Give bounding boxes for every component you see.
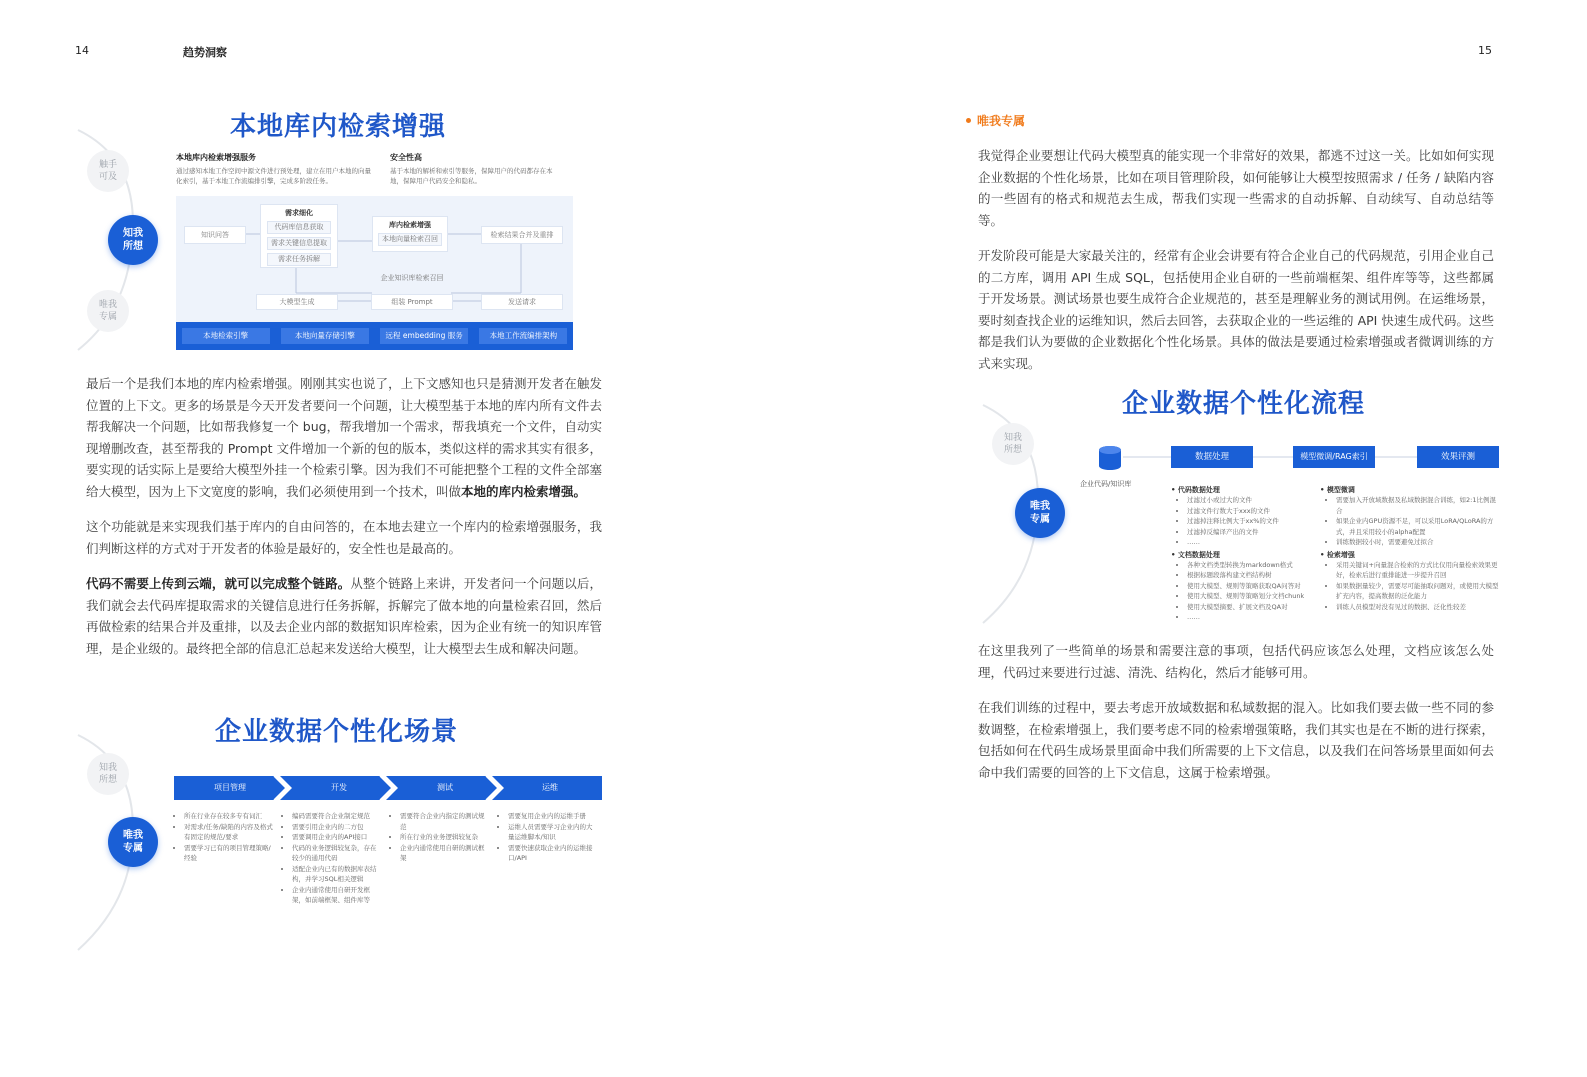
ring-mine-active: 唯我 专属 [108, 817, 158, 867]
engine-item: 本地向量存储引擎 [281, 328, 369, 344]
list-item: • 需要加入开放域数据及私域数据混合训练，如2:1比例混合 [1336, 495, 1500, 516]
engines-strip [176, 322, 573, 350]
paragraph: 我觉得企业要想让代码大模型真的能实现一个非常好的效果，都逃不过这一关。比如如何实现企业数据的个性化场景，比如在项目管理阶段，如何能够让大模型按照需求 / 任务 / 缺陷内容的一些固有的格式和规范去生成，帮我们实现一些需求的自动拆解、自动续写、自动总结等等。 [978, 148, 1494, 228]
list-item: • 如果企业内GPU资源不足，可以采用LoRA/QLoRA的方式，并且采用较小的alpha配置 [1336, 516, 1500, 537]
list-item: • …… [1187, 612, 1311, 623]
stage-item: • 运维人员需要学习企业内的大量运维脚本/知识 [508, 822, 598, 843]
stage-item: • 对需求/任务/缺陷的内容及格式有固定的规范/要求 [184, 822, 274, 843]
ring-mine: 唯我 专属 [87, 290, 129, 332]
stage-labels [174, 776, 602, 800]
list-item: • 采用关键词+向量混合检索的方式比仅用向量检索效果更好，检索后进行重排能进一步提升召回 [1336, 560, 1500, 581]
figure-title: 本地库内检索增强 [230, 112, 447, 142]
step-box: 数据处理 [1171, 446, 1253, 468]
engine-item: 本地工作流编排架构 [479, 328, 567, 344]
paragraph [86, 573, 602, 659]
figure-title: 企业数据个性化场景 [215, 717, 459, 747]
db-label: 企业代码/知识库 [1080, 480, 1132, 488]
stage-items-dev [282, 811, 382, 906]
stage-label: 运维 [542, 783, 558, 792]
list-item: • 过滤文件行数大于xxx的文件 [1187, 506, 1311, 517]
figure-enterprise-flow [975, 375, 1505, 630]
list-heading: • 模型微调 [1320, 486, 1355, 494]
paragraph: 在我们训练的过程中，要去考虑开放域数据和私域数据的混入。比如我们要去做一些不同的参数调整，在检索增强上，我们要考虑不同的检索增强策略，我们其实也是在不断的进行探索，包括如何在代码生成场景里面命中我们所需要的上下文信息，以及我们在问答场景里面如何去命中我们需要的回答的上下文信息，这属于检索增强。 [978, 700, 1494, 780]
section-label-text: 唯我专属 [977, 114, 1026, 128]
step-box: 模型微调/RAG索引 [1293, 446, 1375, 468]
list-item: • 使用大模型、规则等策略获取QA问答对 [1187, 581, 1311, 592]
figure-enterprise-scenarios [70, 705, 610, 955]
list-item: • 训练人员模型对没有见过的数据、泛化性较差 [1336, 602, 1500, 613]
stage-items-pm [174, 811, 274, 864]
stage-item: • 需要引用企业内的二方包 [292, 822, 382, 833]
col2-heading: 安全性高 [390, 153, 422, 162]
engine-item: 远程 embedding 服务 [380, 328, 468, 344]
right-page-number: 15 [1478, 44, 1492, 57]
stage-item: • 需要复用企业内的运维手册 [508, 811, 598, 822]
paragraph: 在这里我列了一些简单的场景和需要注意的事项，包括代码应该怎么处理，文档应该怎么处理，代码过来要进行过滤、清洗、结构化，然后才能够可用。 [978, 643, 1494, 680]
section-label [966, 112, 1025, 129]
req-group-title: 需求细化 [285, 209, 313, 217]
stage-item: • 需要调用企业内的API接口 [292, 832, 382, 843]
merge-node: 检索结果合并及重排 [481, 226, 563, 244]
paragraph: 这个功能就是来实现我们基于库内的自由问答的，在本地去建立一个库内的检索增强服务，我们判断这样的方式对于开发者的体验是最好的，安全性也是最高的。 [86, 519, 602, 556]
stage-items-ops [498, 811, 598, 864]
left-page-number: 14 [75, 44, 89, 57]
stage-item: • 需要快速获取企业内的运维接口/API [508, 843, 598, 864]
tuning-list [1320, 485, 1500, 612]
stage-items-test [390, 811, 490, 864]
bullet-dot-icon [966, 118, 971, 123]
stage-item: • 所在行业的业务逻辑较复杂 [400, 832, 490, 843]
step-box: 效果评测 [1417, 446, 1499, 468]
ring-touch: 触手 可及 [87, 150, 129, 192]
retrieve-group-title: 库内检索增强 [389, 221, 431, 229]
retrieve-group [372, 216, 448, 252]
figure-title: 企业数据个性化流程 [1122, 389, 1366, 419]
send-request-node: 发送请求 [481, 294, 563, 310]
stage-item: • 需要学习已有的项目管理策略/经验 [184, 843, 274, 864]
stage-item: • 企业内通常使用自研的测试框架 [400, 843, 490, 864]
service-description [176, 152, 371, 186]
list-item: • …… [1187, 537, 1311, 548]
req-group [260, 204, 338, 268]
list-item: • 使用大模型、规则等策略划分文档chunk [1187, 591, 1311, 602]
ring-know: 知我 所想 [87, 753, 129, 795]
paragraph-text: 从整个链路上来讲，开发者问一个问题以后，我们就会去代码库提取需求的关键信息进行任务拆解，拆解完了做本地的向量检索召回，然后再做检索的结果合并及重排，以及去企业内部的数据知识库检索，因为企业有统一的知识库管理，是企业级的。最终把全部的信息汇总起来发送给大模型，让大模型去生成和解决问题。 [86, 576, 602, 656]
list-item: • 训练数据较小时，需要避免过拟合 [1336, 537, 1500, 548]
build-prompt-node: 组装 Prompt [371, 294, 453, 310]
paragraph: 开发阶段可能是大家最关注的，经常有企业会讲要有符合企业自己的代码规范，引用企业自己的二方库，调用 API 生成 SQL，包括使用企业自研的一些前端框架、组件库等等，这些都属于开发场景。测试场景也要生成符合企业规范的，甚至是理解业务的测试用例。在运维场景，要时刻查找企业的运维知识，然后去回答，去获取企业的一些运维的 API 快速生成代码。这些都是我们认为要做的企业数据化个性化场景。具体的做法是要通过检索增强或者微调训练的方式来实现。 [978, 248, 1494, 371]
paragraph-text: 最后一个是我们本地的库内检索增强。刚刚其实也说了，上下文感知也只是猜测开发者在触发位置的上下文。更多的场景是今天开发者要问一个问题，让大模型基于本地的库内所有文件去帮我解决一个问题，比如帮我修复一个 bug，帮我增加一个需求，帮我填充一个文件，自动实现增删改查，甚至帮我的 Prompt 文件增加一个新的包的版本，类似这样的需求其实有很多，要实现的话实际上是要给大模型外挂一个检索引擎。因为我们不可能把整个工程的文件全部塞给大模型，因为上下文宽度的影响，我们必须使用到一个技术，叫做 [86, 376, 602, 499]
llm-gen-node: 大模型生成 [256, 294, 338, 310]
col2-text: 基于本地的解析和索引等服务，保障用户的代码都存在本地，保障用户代码安全和隐私。 [390, 167, 553, 185]
stage-item: • 代码的业务逻辑较复杂，存在较少的通用代码 [292, 843, 382, 864]
data-processing-list [1171, 485, 1311, 623]
paragraph [86, 373, 602, 502]
list-item: • 过滤掉反编译产出的文件 [1187, 527, 1311, 538]
right-body-bottom [978, 640, 1494, 783]
section-title: 趋势洞察 [183, 46, 227, 59]
stage-item: • 编码需要符合企业制定规范 [292, 811, 382, 822]
ring-mine-active: 唯我 专属 [1015, 488, 1065, 538]
col1-text: 通过感知本地工作空间中源文件进行预处理，建立在用户本地的向量化索引，基于本地工作流编排引擎，完成多阶段任务。 [176, 167, 371, 185]
retrieve-item: 本地向量检索召回 [378, 233, 442, 246]
left-body-text [86, 373, 602, 659]
list-heading: • 检索增强 [1320, 550, 1355, 559]
paragraph-bold: 代码不需要上传到云端，就可以完成整个链路。 [86, 576, 351, 591]
flow-panel [176, 196, 573, 350]
paragraph-bold: 本地的库内检索增强。 [461, 483, 587, 499]
col1-heading: 本地库内检索增强服务 [176, 153, 256, 162]
list-item: • 各种文档类型转换为markdown格式 [1187, 560, 1311, 571]
stage-item: • 需要符合企业内指定的测试规范 [400, 811, 490, 832]
list-item: • 使用大模型摘要、扩展文档及QA对 [1187, 602, 1311, 613]
figure-local-retrieval [70, 100, 610, 360]
list-item: • 过滤过小或过大的文件 [1187, 495, 1311, 506]
security-description [390, 152, 565, 186]
stage-label: 开发 [331, 783, 347, 792]
list-heading: • 代码数据处理 [1171, 486, 1220, 494]
right-body-top [978, 145, 1494, 374]
list-item: • 如果数据量较少，需要尽可能抽取问题对，或使用大模型扩充内容，提高数据的泛化能力 [1336, 581, 1500, 602]
engine-item: 本地检索引擎 [182, 328, 270, 344]
stage-item: • 所在行业存在较多专有词汇 [184, 811, 274, 822]
stage-item: • 适配企业内已有的数据库表结构，并学习SQL相关逻辑 [292, 864, 382, 885]
list-item: • 过滤掉注释比例大于xx%的文件 [1187, 516, 1311, 527]
database-icon [1098, 445, 1122, 471]
list-item: • 根据标题段落构建文档结构树 [1187, 570, 1311, 581]
enterprise-recall-node: 企业知识库检索召回 [380, 274, 444, 282]
ring-know: 知我 所想 [992, 423, 1034, 465]
ring-know-active: 知我 所想 [108, 215, 158, 265]
stage-item: • 企业内通常使用自研开发框架，如前端框架、组件库等 [292, 885, 382, 906]
qa-node: 知识问答 [184, 226, 246, 244]
stage-label: 测试 [437, 783, 453, 792]
stage-label: 项目管理 [214, 783, 246, 792]
list-heading: • 文档数据处理 [1171, 550, 1220, 559]
req-item: 代码库信息获取 [267, 221, 331, 234]
req-item: 需求关键信息提取 [267, 237, 331, 250]
req-item: 需求任务拆解 [267, 253, 331, 266]
